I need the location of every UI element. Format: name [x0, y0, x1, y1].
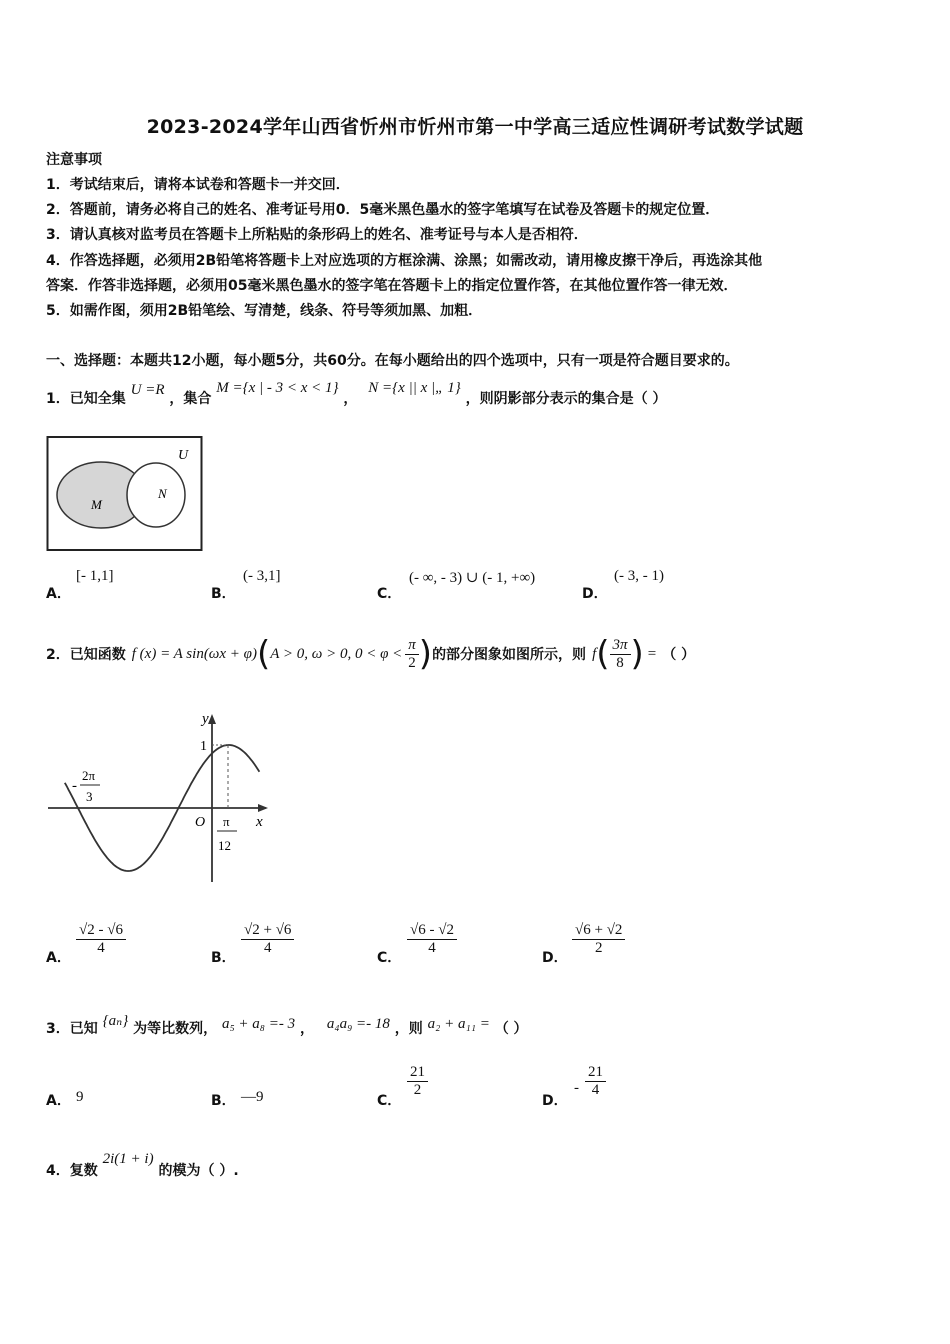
- question-4: [46, 1151, 239, 1180]
- q1-option-b-value: (- 3,1]: [243, 568, 281, 584]
- q2-condition: A > 0, ω > 0, 0 < φ <: [270, 645, 403, 662]
- y-axis-label: y: [202, 711, 209, 727]
- q3-mid2: ，则: [394, 1021, 423, 1037]
- q3-prefix: 3．已知: [46, 1021, 98, 1037]
- venn-diagram: [46, 435, 204, 553]
- x-axis-label: x: [256, 814, 263, 830]
- q3-suffix: （ ）: [494, 1021, 528, 1037]
- notice-item: 4．作答选择题，必须用2B铅笔将答题卡上对应选项的方框涂满、涂黑；如需改动，请用橡皮擦干净后，再选涂其他: [46, 253, 763, 269]
- q3-option-a-value: 9: [76, 1089, 84, 1105]
- x-axis-arrow: [258, 804, 268, 812]
- q2-cond-den: 2: [408, 654, 416, 671]
- q2-suffix: （ ）: [662, 647, 696, 663]
- q2-option-a-den: 4: [97, 940, 105, 956]
- q2-equals: =: [647, 645, 657, 662]
- q3-condition-2: a₄a₉ =- 18: [326, 1016, 390, 1032]
- notice-item: 答案．作答非选择题，必须用05毫米黑色墨水的签字笔在答题卡上的指定位置作答，在其他位置作答一律无效．: [46, 278, 738, 294]
- q3-option-d-sign: -: [574, 1080, 579, 1096]
- q1-mid: ，集合: [169, 391, 212, 407]
- section-heading: 一、选择题：本题共12小题，每小题5分，共60分。在每小题给出的四个选项中，只有一项是符合题目要求的。: [46, 353, 739, 369]
- q2-option-c-num: √6 - √2: [407, 922, 457, 940]
- q3-sep: ，: [300, 1021, 314, 1037]
- q2-option-a[interactable]: A．: [46, 950, 71, 966]
- notice-item: 3．请认真核对监考员在答题卡上所粘贴的条形码上的姓名、准考证号与本人是否相符．: [46, 227, 588, 243]
- q3-option-d-num: 21: [585, 1064, 606, 1082]
- q1-universe: U =R: [130, 382, 165, 398]
- q3-option-c-value: [407, 1064, 428, 1099]
- neg-label-num: 2π: [82, 768, 96, 783]
- q4-suffix: 的模为（ ）.: [158, 1163, 239, 1179]
- q1-option-a[interactable]: A．: [46, 586, 71, 602]
- notice-item: 2．答题前，请务必将自己的姓名、准考证号用0．5毫米黑色墨水的签字笔填写在试卷及答题卡的规定位置．: [46, 202, 720, 218]
- q3-option-b-value: —9: [241, 1089, 264, 1105]
- q2-option-b-num: √2 + √6: [241, 922, 294, 940]
- q1-prefix: 1．已知全集: [46, 391, 126, 407]
- q1-set-n: N ={x || x |„ 1}: [368, 380, 461, 396]
- page-title: 2023-2024学年山西省忻州市忻州市第一中学高三适应性调研考试数学试题: [146, 116, 804, 138]
- q2-arg-left-paren: (: [596, 634, 610, 674]
- notice-item: 5．如需作图，须用2B铅笔绘、写清楚，线条、符号等须加黑、加粗．: [46, 303, 483, 319]
- q2-option-d-den: 2: [594, 940, 603, 956]
- notice-heading: 注意事项: [46, 152, 102, 168]
- q3-option-d-den: 4: [591, 1082, 600, 1098]
- pos-label-den: 12: [218, 838, 231, 853]
- q3-sequence: {aₙ}: [102, 1013, 129, 1029]
- sine-graph: [46, 708, 276, 888]
- q2-arg-den: 8: [616, 654, 624, 671]
- q3-condition-1: a₅ + a₈ =- 3: [221, 1016, 296, 1032]
- q2-option-d-value: [572, 922, 625, 957]
- notice-item: 1．考试结束后，请将本试卷和答题卡一并交回．: [46, 177, 350, 193]
- q2-option-d-num: √6 + √2: [572, 922, 625, 940]
- q2-argument-fraction: [610, 637, 631, 672]
- q3-option-c-num: 21: [407, 1064, 428, 1082]
- q2-option-c-den: 4: [428, 940, 436, 956]
- q2-arg-num: 3π: [610, 637, 631, 655]
- question-1: [46, 380, 667, 408]
- question-2: [46, 632, 695, 676]
- question-3: [46, 1013, 528, 1038]
- q2-option-b[interactable]: B．: [211, 950, 236, 966]
- q1-option-b[interactable]: B．: [211, 586, 236, 602]
- q1-option-d[interactable]: D．: [582, 586, 608, 602]
- neg-label-sign: -: [72, 778, 77, 794]
- q3-mid: 为等比数列，: [133, 1021, 218, 1037]
- q2-option-a-value: [76, 922, 126, 957]
- q4-expression: 2i(1 + i): [102, 1151, 154, 1167]
- q3-option-b[interactable]: B．: [211, 1093, 236, 1109]
- venn-set-n: [127, 463, 185, 527]
- q1-set-m: M ={x | - 3 < x < 1}: [216, 380, 339, 396]
- q2-condition-fraction: [405, 637, 419, 672]
- q1-option-c-value: (- ∞, - 3) ∪ (- 1, +∞): [409, 570, 536, 586]
- pos-label-num: π: [223, 814, 230, 829]
- q3-option-c[interactable]: C．: [377, 1093, 402, 1109]
- q2-option-c[interactable]: C．: [377, 950, 402, 966]
- q2-cond-num: π: [405, 637, 419, 655]
- q4-prefix: 4．复数: [46, 1163, 98, 1179]
- q2-arg-right-paren: ): [630, 634, 644, 674]
- q3-option-d[interactable]: D．: [542, 1093, 568, 1109]
- q2-option-b-value: [241, 922, 294, 957]
- q1-option-c[interactable]: C．: [377, 586, 402, 602]
- q1-sep: ，: [343, 391, 358, 407]
- q2-option-b-den: 4: [263, 940, 272, 956]
- q1-option-d-value: (- 3, - 1): [614, 568, 664, 584]
- q2-option-c-value: [407, 922, 457, 957]
- neg-label-den: 3: [86, 789, 93, 804]
- y-axis-arrow: [208, 714, 216, 724]
- q3-option-a[interactable]: A．: [46, 1093, 71, 1109]
- q2-right-paren: ): [418, 634, 433, 674]
- q3-target: a₂ + a₁₁ =: [427, 1016, 490, 1032]
- q2-function: f (x) = A sin(ωx + φ): [131, 645, 257, 662]
- q3-option-c-den: 2: [413, 1082, 422, 1098]
- q2-left-paren: (: [256, 634, 271, 674]
- q2-f: f: [592, 645, 597, 662]
- q2-mid: 的部分图象如图所示，则: [432, 647, 587, 663]
- q1-option-a-value: [- 1,1]: [76, 568, 114, 584]
- max-value-label: 1: [200, 739, 207, 754]
- q2-option-a-num: √2 - √6: [76, 922, 126, 940]
- q2-prefix: 2．已知函数: [46, 647, 126, 663]
- venn-label-n: N: [158, 486, 167, 501]
- origin-label: O: [195, 815, 206, 830]
- q2-option-d[interactable]: D．: [542, 950, 568, 966]
- venn-label-m: M: [91, 497, 102, 512]
- q3-option-d-value: [585, 1064, 606, 1099]
- q1-suffix: ，则阴影部分表示的集合是（ ）: [465, 391, 667, 407]
- venn-label-u: U: [178, 448, 189, 463]
